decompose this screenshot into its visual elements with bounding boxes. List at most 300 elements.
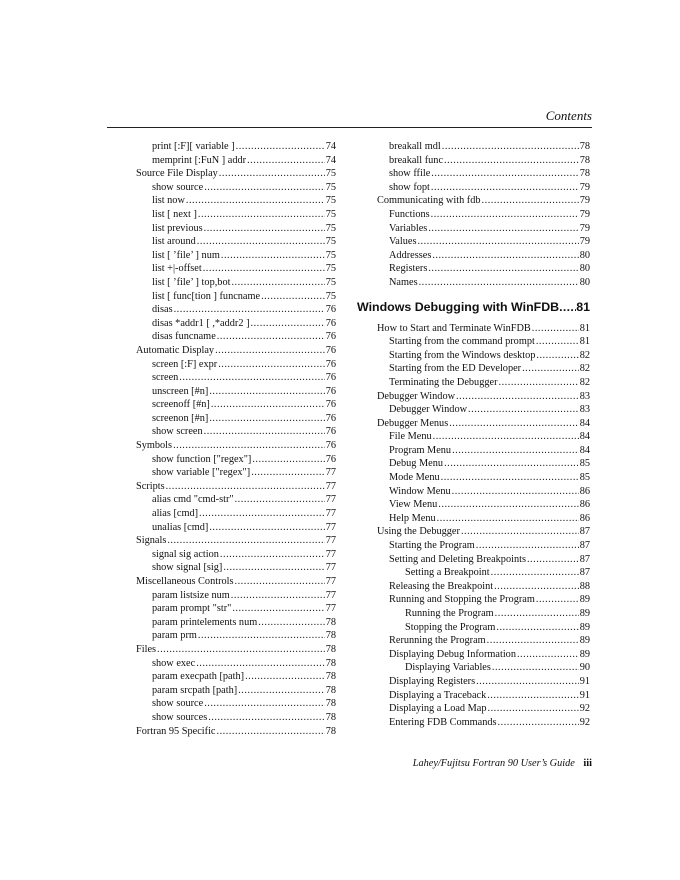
dot-leader: [522, 362, 579, 376]
toc-entry-page: 77: [325, 589, 336, 601]
toc-entry[interactable]: [357, 648, 590, 662]
toc-entry-page: 85: [579, 458, 590, 470]
toc-entry[interactable]: [357, 607, 590, 621]
toc-entry-page: 76: [325, 372, 336, 384]
toc-group-winfdb: [357, 322, 590, 730]
toc-chapter-entry[interactable]: [357, 300, 590, 316]
toc-entry-page: 75: [325, 195, 336, 207]
toc-entry-title: show source: [152, 181, 204, 193]
toc-entry-page: 76: [325, 412, 336, 424]
toc-entry[interactable]: [136, 330, 336, 344]
toc-entry[interactable]: [136, 290, 336, 304]
dot-leader: [220, 548, 325, 562]
toc-entry-title: screenoff [#n]: [152, 399, 210, 411]
toc-entry-page: 89: [579, 608, 590, 619]
toc-entry-title: Displaying a Traceback: [389, 689, 487, 701]
toc-entry-page: 84: [579, 444, 590, 456]
dot-leader: [247, 154, 325, 168]
toc-entry-page: 75: [325, 290, 336, 302]
toc-entry-page: 85: [579, 472, 590, 484]
dot-leader: [235, 493, 325, 507]
toc-entry[interactable]: [357, 539, 590, 553]
toc-entry-title: list now: [152, 195, 185, 207]
toc-entry-title: Fortran 95 Specific: [136, 725, 216, 737]
toc-entry[interactable]: [136, 262, 336, 276]
toc-entry-title: Variables: [389, 222, 428, 234]
dot-leader: [209, 385, 324, 399]
dot-leader: [431, 181, 579, 195]
toc-entry[interactable]: [357, 235, 590, 249]
toc-entry-title: unalias [cmd]: [152, 521, 209, 533]
dot-leader: [444, 154, 579, 168]
toc-entry-page: 74: [325, 141, 336, 152]
toc-entry[interactable]: [136, 534, 336, 548]
toc-entry-title: Entering FDB Commands: [389, 716, 497, 728]
footer-page-number: iii: [583, 758, 592, 769]
toc-entry[interactable]: [136, 317, 336, 331]
toc-entry-title: Displaying a Load Map: [389, 703, 487, 715]
toc-entry-page: 77: [325, 562, 336, 574]
toc-entry-page: 78: [325, 657, 336, 669]
toc-entry-title: Mode Menu: [389, 472, 440, 484]
toc-entry-title: list [ func[tion ] funcname: [152, 290, 261, 302]
toc-entry[interactable]: [357, 675, 590, 689]
dot-leader: [431, 167, 578, 181]
toc-entry-page: 77: [325, 467, 336, 479]
toc-entry-page: 76: [325, 317, 336, 329]
toc-entry-title: disas *addr1 [ ,*addr2 ]: [152, 317, 250, 329]
dot-leader: [417, 235, 578, 249]
dot-leader: [204, 222, 325, 236]
toc-entry-page: 82: [579, 376, 590, 388]
toc-entry-title: Displaying Variables: [405, 662, 491, 674]
toc-entry-page: 78: [325, 725, 336, 737]
toc-entry[interactable]: [357, 322, 590, 336]
dot-leader: [231, 276, 324, 290]
toc-entry[interactable]: [136, 507, 336, 521]
toc-entry-title: Values: [389, 236, 417, 248]
toc-entry[interactable]: [136, 697, 336, 711]
toc-entry-title: list [ ’file’ ] top,bot: [152, 276, 231, 288]
toc-entry[interactable]: [136, 303, 336, 317]
toc-entry[interactable]: [357, 512, 590, 526]
dot-leader: [432, 249, 578, 263]
toc-entry[interactable]: [136, 439, 336, 453]
toc-entry-page: 76: [325, 426, 336, 438]
toc-entry[interactable]: [136, 385, 336, 399]
toc-entry[interactable]: [357, 553, 590, 567]
toc-entry[interactable]: [357, 249, 590, 263]
toc-entry-title: Starting the Program: [389, 540, 475, 552]
toc-entry[interactable]: [136, 398, 336, 412]
toc-entry-page: 79: [579, 195, 590, 207]
toc-entry[interactable]: [136, 548, 336, 562]
toc-entry-page: 77: [325, 603, 336, 615]
toc-entry-title: Program Menu: [389, 444, 452, 456]
toc-entry-page: 78: [579, 168, 590, 180]
toc-entry-page: 77: [325, 576, 336, 587]
toc-entry[interactable]: [357, 417, 590, 431]
dot-leader: [496, 621, 578, 635]
toc-entry[interactable]: [136, 412, 336, 426]
toc-entry[interactable]: [357, 525, 590, 539]
toc-entry-title: screen [:F] expr: [152, 358, 218, 370]
dot-leader: [476, 539, 579, 553]
toc-column-left: [136, 140, 336, 738]
toc-entry-title: Running and Stopping the Program: [389, 594, 535, 606]
toc-entry[interactable]: [357, 208, 590, 222]
toc-entry-page: 78: [579, 154, 590, 166]
dot-leader: [532, 322, 579, 336]
toc-entry-page: 89: [579, 594, 590, 606]
toc-entry-title: Debugger Menus: [377, 417, 449, 429]
dot-leader: [433, 430, 579, 444]
toc-entry-page: 76: [325, 358, 336, 370]
toc-entry[interactable]: [357, 661, 590, 675]
toc-entry-page: 92: [579, 716, 590, 728]
toc-entry-page: 79: [579, 181, 590, 193]
toc-entry-page: 78: [325, 616, 336, 628]
toc-entry-page: 87: [579, 540, 590, 552]
toc-entry-title: screen: [152, 372, 179, 384]
toc-entry-page: 75: [325, 263, 336, 275]
toc-entry[interactable]: [357, 376, 590, 390]
toc-entry-title: File Menu: [389, 431, 432, 443]
toc-entry-page: 89: [579, 648, 590, 660]
dot-leader: [215, 344, 325, 358]
dot-leader: [452, 444, 579, 458]
toc-entry[interactable]: [357, 181, 590, 195]
toc-entry[interactable]: [136, 425, 336, 439]
toc-entry-title: Scripts: [136, 480, 165, 492]
dot-leader: [223, 561, 324, 575]
toc-entry-title: Terminating the Debugger: [389, 376, 498, 388]
toc-entry-title: Setting and Deleting Breakpoints: [389, 553, 526, 565]
dot-leader: [488, 702, 579, 716]
toc-entry-page: 83: [579, 404, 590, 416]
toc-entry-page: 76: [325, 304, 336, 316]
toc-entry-title: Releasing the Breakpoint: [389, 580, 494, 592]
toc-entry[interactable]: [136, 222, 336, 236]
dot-leader: [211, 398, 325, 412]
toc-entry-page: 81: [579, 336, 590, 348]
toc-entry-page: 79: [579, 222, 590, 234]
toc-entry[interactable]: [357, 194, 590, 208]
toc-entry-page: 77: [325, 548, 336, 560]
toc-entry-title: Starting from the command prompt: [389, 336, 535, 348]
toc-entry[interactable]: [357, 716, 590, 730]
dot-leader: [219, 167, 325, 181]
toc-entry-page: 83: [579, 390, 590, 402]
toc-entry-title: print [:F][ variable ]: [152, 141, 235, 152]
toc-entry[interactable]: [136, 181, 336, 195]
toc-entry[interactable]: [136, 711, 336, 725]
toc-entry[interactable]: [357, 430, 590, 444]
toc-entry-title: memprint [:FuN ] addr: [152, 154, 247, 166]
dot-leader: [258, 616, 324, 630]
dot-leader: [487, 689, 578, 703]
toc-entry-title: disas funcname: [152, 331, 216, 343]
toc-entry[interactable]: [357, 390, 590, 404]
toc-entry-page: 78: [325, 630, 336, 642]
toc-entry-page: 86: [579, 512, 590, 524]
dot-leader: [499, 376, 579, 390]
dot-leader: [428, 262, 578, 276]
toc-entry-page: 91: [579, 689, 590, 701]
toc-entry[interactable]: [357, 222, 590, 236]
toc-entry-title: Communicating with fdb: [377, 195, 481, 207]
toc-entry[interactable]: [136, 371, 336, 385]
toc-entry-title: Functions: [389, 208, 430, 220]
toc-entry-page: 75: [325, 208, 336, 220]
dot-leader: [235, 575, 325, 589]
toc-entry[interactable]: [136, 643, 336, 657]
toc-entry-page: 77: [325, 535, 336, 547]
toc-entry-page: 76: [325, 440, 336, 452]
toc-entry-title: list [ ’file’ ] num: [152, 249, 220, 261]
toc-entry[interactable]: [357, 702, 590, 716]
dot-leader: [495, 607, 579, 621]
toc-entry-title: show sources: [152, 711, 208, 723]
toc-entry-title: Signals: [136, 535, 167, 547]
toc-entry[interactable]: [357, 580, 590, 594]
toc-entry-page: 78: [579, 141, 590, 152]
dot-leader: [204, 181, 325, 195]
toc-entry[interactable]: [357, 457, 590, 471]
dot-leader: [238, 684, 325, 698]
dot-leader: [494, 580, 579, 594]
dot-leader: [261, 290, 325, 304]
toc-entry-title: View Menu: [389, 499, 438, 511]
toc-entry-title: Using the Debugger: [377, 526, 460, 538]
toc-entry[interactable]: [136, 493, 336, 507]
toc-entry-title: show exec: [152, 657, 196, 669]
dot-leader: [251, 317, 325, 331]
toc-entry-page: 77: [325, 494, 336, 506]
toc-entry-title: Symbols: [136, 440, 173, 452]
toc-entry-page: 79: [579, 208, 590, 220]
toc-entry[interactable]: [357, 471, 590, 485]
toc-entry[interactable]: [136, 276, 336, 290]
toc-entry-title: Setting a Breakpoint: [405, 567, 490, 579]
dot-leader: [236, 140, 325, 154]
dot-leader: [209, 412, 324, 426]
toc-entry-title: list around: [152, 236, 196, 248]
toc-entry-page: 76: [325, 399, 336, 411]
toc-entry[interactable]: [357, 689, 590, 703]
toc-entry[interactable]: [136, 670, 336, 684]
toc-entry[interactable]: [357, 140, 590, 154]
toc-entry-page: 75: [325, 276, 336, 288]
dot-leader: [536, 349, 578, 363]
dot-leader: [468, 403, 579, 417]
toc-entry[interactable]: [136, 629, 336, 643]
toc-entry[interactable]: [357, 335, 590, 349]
toc-entry[interactable]: [136, 167, 336, 181]
toc-entry-title: param printelements num: [152, 616, 258, 628]
toc-entry[interactable]: [136, 657, 336, 671]
toc-entry[interactable]: [136, 561, 336, 575]
toc-entry-title: Starting from the Windows desktop: [389, 349, 536, 361]
dot-leader: [442, 140, 579, 154]
dot-leader: [559, 300, 576, 314]
dot-leader: [527, 553, 579, 567]
toc-entry[interactable]: [136, 358, 336, 372]
toc-entry-page: 76: [325, 453, 336, 465]
toc-entry[interactable]: [136, 602, 336, 616]
toc-entry[interactable]: [357, 167, 590, 181]
toc-entry-title: param prompt "str": [152, 603, 232, 615]
dot-leader: [487, 634, 579, 648]
toc-entry[interactable]: [357, 444, 590, 458]
toc-entry-page: 78: [325, 698, 336, 710]
toc-entry[interactable]: [136, 235, 336, 249]
toc-entry-title: Window Menu: [389, 485, 451, 497]
toc-entry-page: 75: [325, 236, 336, 248]
toc-entry-title: Starting from the ED Developer: [389, 363, 522, 375]
toc-entry[interactable]: [357, 593, 590, 607]
dot-leader: [231, 589, 325, 603]
dot-leader: [217, 330, 325, 344]
toc-entry-page: 75: [325, 222, 336, 234]
dot-leader: [197, 235, 325, 249]
toc-entry[interactable]: [357, 349, 590, 363]
toc-entry[interactable]: [136, 684, 336, 698]
toc-entry-page: 84: [579, 417, 590, 429]
toc-entry-title: alias cmd "cmd-str": [152, 494, 234, 506]
header-rule: [107, 127, 592, 128]
toc-entry[interactable]: [136, 725, 336, 739]
toc-entry[interactable]: [136, 466, 336, 480]
toc-entry-page: 87: [579, 526, 590, 538]
toc-entry-title: breakall func: [389, 154, 444, 166]
dot-leader: [196, 657, 325, 671]
toc-entry-title: Miscellaneous Controls: [136, 576, 234, 587]
toc-entry[interactable]: [357, 621, 590, 635]
toc-entry-page: 86: [579, 485, 590, 497]
toc-entry-title: Stopping the Program: [405, 621, 496, 633]
toc-entry-page: 91: [579, 675, 590, 687]
toc-entry-title: alias [cmd]: [152, 508, 199, 520]
dot-leader: [517, 648, 579, 662]
toc-entry-title: signal sig action: [152, 548, 219, 560]
toc-entry-title: param listsize num: [152, 589, 230, 601]
dot-leader: [186, 194, 325, 208]
toc-entry-page: 82: [579, 349, 590, 361]
dot-leader: [199, 507, 325, 521]
dot-leader: [179, 371, 324, 385]
toc-entry-page: 78: [325, 643, 336, 655]
toc-entry-title: Addresses: [389, 249, 432, 261]
toc-entry[interactable]: [357, 403, 590, 417]
toc-entry-page: 76: [325, 331, 336, 343]
toc-entry[interactable]: [136, 616, 336, 630]
toc-entry[interactable]: [136, 154, 336, 168]
dot-leader: [536, 593, 579, 607]
toc-entry[interactable]: [357, 498, 590, 512]
dot-leader: [232, 602, 324, 616]
toc-entry[interactable]: [357, 262, 590, 276]
toc-entry[interactable]: [357, 154, 590, 168]
toc-entry[interactable]: [136, 194, 336, 208]
toc-entry-title: Running the Program: [405, 608, 494, 619]
footer-book-title: Lahey/Fujitsu Fortran 90 User’s Guide: [412, 758, 575, 769]
toc-entry-title: How to Start and Terminate WinFDB: [377, 322, 531, 334]
toc-entry-title: show ffile: [389, 168, 431, 180]
toc-entry[interactable]: [136, 140, 336, 154]
toc-entry[interactable]: [357, 362, 590, 376]
toc-entry-title: show signal [sig]: [152, 562, 223, 574]
toc-entry[interactable]: [357, 634, 590, 648]
running-header-title: Contents: [545, 108, 592, 123]
toc-entry-title: Automatic Display: [136, 344, 215, 356]
dot-leader: [476, 675, 579, 689]
chapter-title: Windows Debugging with WinFDB: [357, 299, 560, 314]
toc-entry-title: show fopt: [389, 181, 430, 193]
toc-entry[interactable]: [136, 480, 336, 494]
toc-entry[interactable]: [136, 208, 336, 222]
toc-entry[interactable]: [357, 485, 590, 499]
dot-leader: [157, 643, 325, 657]
toc-entry[interactable]: [136, 249, 336, 263]
dot-leader: [428, 222, 578, 236]
dot-leader: [452, 485, 579, 499]
toc-entry-title: show screen: [152, 426, 203, 438]
toc-entry-title: Names: [389, 276, 418, 288]
toc-entry-page: 77: [325, 480, 336, 492]
dot-leader: [461, 525, 579, 539]
toc-entry-title: Debug Menu: [389, 458, 444, 470]
toc-entry-title: Displaying Debug Information: [389, 648, 516, 660]
toc-entry-page: 77: [325, 521, 336, 533]
dot-leader: [251, 466, 325, 480]
toc-entry-page: 78: [325, 684, 336, 696]
page-footer: [413, 758, 592, 769]
dot-leader: [492, 661, 579, 675]
dot-leader: [438, 498, 578, 512]
toc-entry-title: Debugger Window: [389, 404, 468, 416]
toc-entry-title: param execpath [path]: [152, 671, 245, 683]
chapter-page: 81: [576, 299, 590, 314]
toc-entry-title: screenon [#n]: [152, 412, 209, 424]
toc-entry-page: 74: [325, 154, 336, 166]
dot-leader: [198, 208, 325, 222]
toc-entry-page: 75: [325, 181, 336, 193]
toc-entry[interactable]: [136, 521, 336, 535]
toc-entry[interactable]: [357, 566, 590, 580]
toc-entry[interactable]: [136, 589, 336, 603]
dot-leader: [252, 453, 324, 467]
toc-entry[interactable]: [357, 276, 590, 290]
dot-leader: [431, 208, 579, 222]
toc-entry-page: 76: [325, 385, 336, 397]
toc-entry-page: 92: [579, 703, 590, 715]
toc-entry-page: 77: [325, 508, 336, 520]
toc-column-right: [357, 140, 590, 729]
toc-entry-page: 87: [579, 553, 590, 565]
toc-entry-page: 82: [579, 363, 590, 375]
dot-leader: [209, 521, 324, 535]
toc-entry-page: 89: [579, 635, 590, 647]
toc-entry[interactable]: [136, 453, 336, 467]
dot-leader: [218, 358, 325, 372]
toc-entry-page: 75: [325, 249, 336, 261]
dot-leader: [419, 276, 579, 290]
toc-entry[interactable]: [136, 344, 336, 358]
dot-leader: [204, 697, 325, 711]
toc-entry[interactable]: [136, 575, 336, 589]
toc-entry-page: 86: [579, 499, 590, 511]
